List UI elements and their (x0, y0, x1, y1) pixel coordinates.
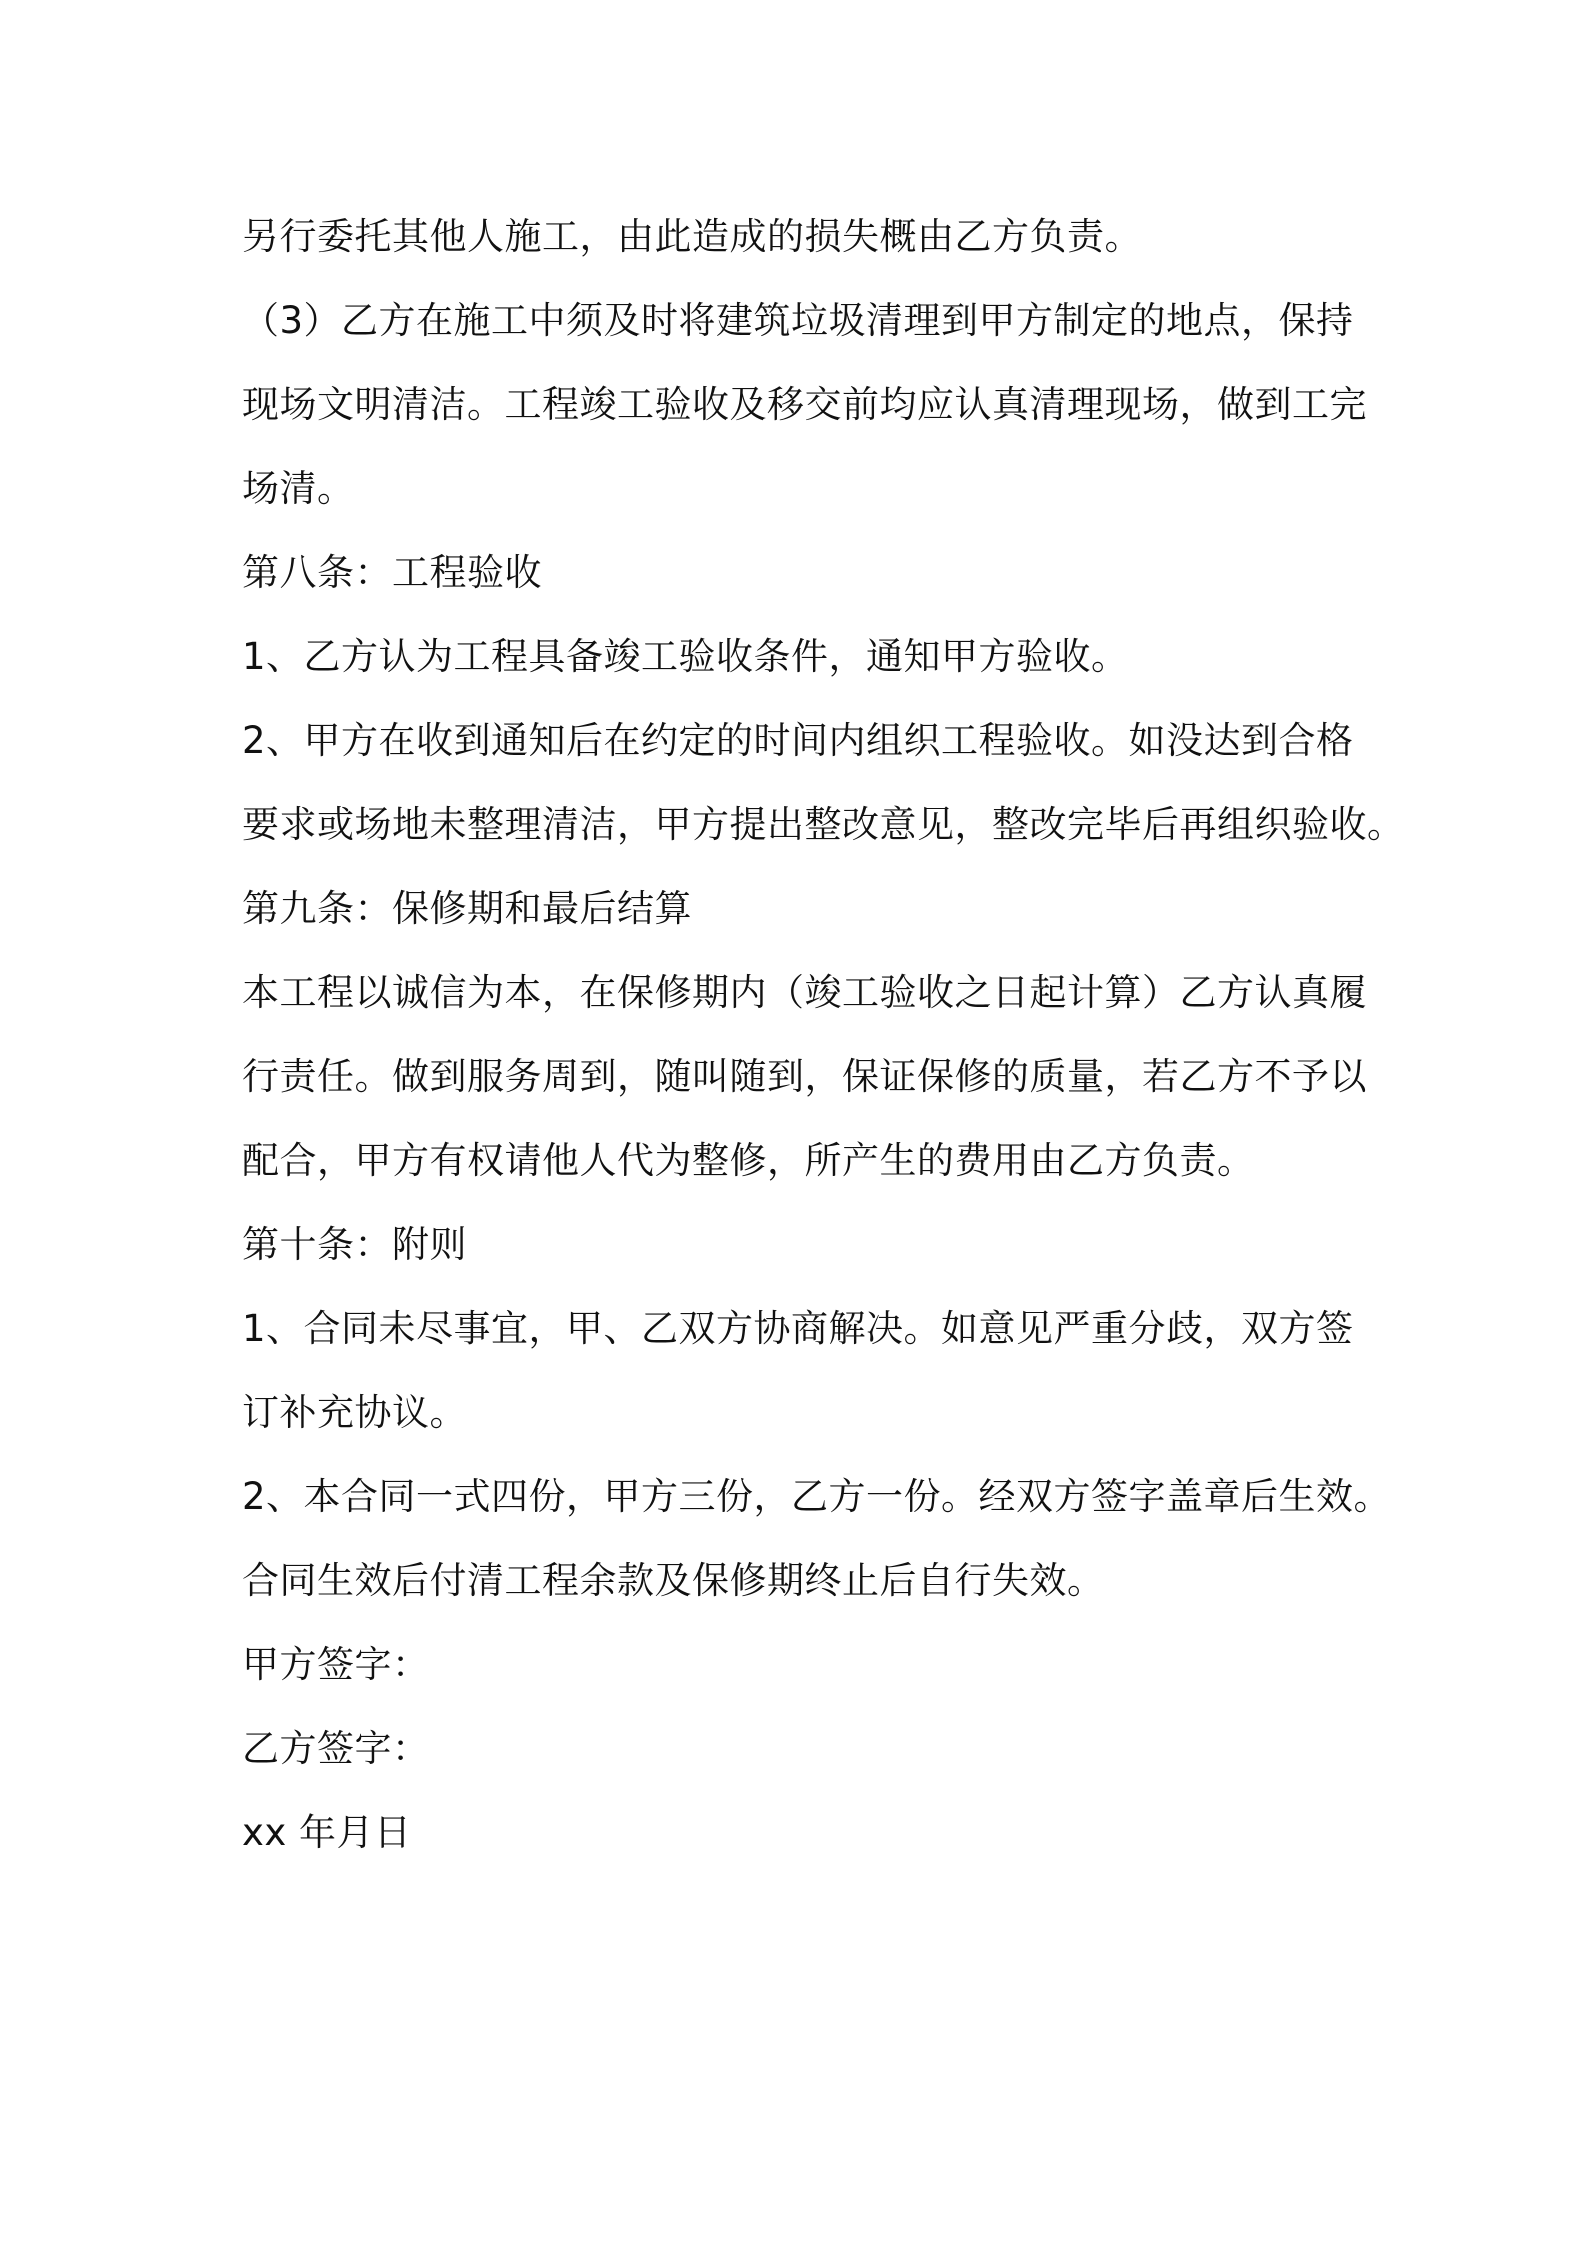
date-line: xx 年月日 (242, 1811, 412, 1854)
paragraph-line: 2、本合同一式四份，甲方三份，乙方一份。经双方签字盖章后生效。 (242, 1475, 1392, 1518)
paragraph-line: 配合，甲方有权请他人代为整修，所产生的费用由乙方负责。 (242, 1139, 1255, 1182)
section-heading-8: 第八条：工程验收 (242, 551, 542, 594)
party-a-signature-label: 甲方签字： (242, 1643, 430, 1686)
paragraph-line: 1、合同未尽事宜，甲、乙双方协商解决。如意见严重分歧，双方签 (242, 1307, 1354, 1350)
paragraph-line: 2、甲方在收到通知后在约定的时间内组织工程验收。如没达到合格 (242, 719, 1354, 762)
section-heading-10: 第十条：附则 (242, 1223, 467, 1266)
paragraph-line: 另行委托其他人施工，由此造成的损失概由乙方负责。 (242, 215, 1142, 258)
document-body (242, 195, 1405, 1875)
paragraph-line: 场清。 (242, 467, 355, 510)
paragraph-line: 行责任。做到服务周到，随叫随到，保证保修的质量，若乙方不予以 (242, 1055, 1367, 1098)
paragraph-line: 要求或场地未整理清洁，甲方提出整改意见，整改完毕后再组织验收。 (242, 803, 1405, 846)
paragraph-line: 本工程以诚信为本，在保修期内（竣工验收之日起计算）乙方认真履 (242, 971, 1367, 1014)
paragraph-line: 订补充协议。 (242, 1391, 467, 1434)
paragraph-line: （3）乙方在施工中须及时将建筑垃圾清理到甲方制定的地点，保持 (242, 299, 1354, 342)
paragraph-line: 合同生效后付清工程余款及保修期终止后自行失效。 (242, 1559, 1105, 1602)
paragraph-line: 现场文明清洁。工程竣工验收及移交前均应认真清理现场，做到工完 (242, 383, 1367, 426)
section-heading-9: 第九条：保修期和最后结算 (242, 887, 692, 930)
party-b-signature-label: 乙方签字： (242, 1727, 430, 1770)
paragraph-line: 1、乙方认为工程具备竣工验收条件，通知甲方验收。 (242, 635, 1129, 678)
